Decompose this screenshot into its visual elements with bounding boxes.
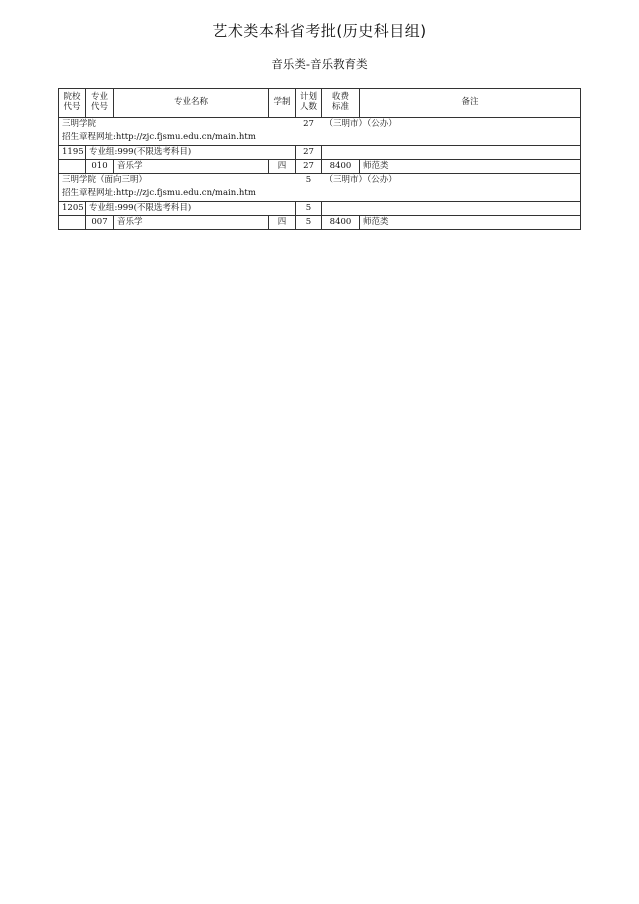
group-name: 专业组:999(不限选考科目) <box>86 146 296 160</box>
header-notes: 备注 <box>360 89 581 118</box>
school-row <box>59 174 581 188</box>
group-plan: 27 <box>296 146 322 160</box>
major-note: 师范类 <box>360 216 581 230</box>
school-location: （三明市）（公办） <box>322 174 581 188</box>
school-plan: 27 <box>296 118 322 132</box>
admission-url: 招生章程网址:http://zjc.fjsmu.edu.cn/main.htm <box>59 132 581 146</box>
group-row <box>59 202 581 216</box>
major-name: 音乐学 <box>114 216 269 230</box>
header-duration: 学制 <box>269 89 296 118</box>
school-plan: 5 <box>296 174 322 188</box>
page-subtitle: 音乐类-音乐教育类 <box>271 57 368 71</box>
page-title: 艺术类本科省考批(历史科目组) <box>212 22 427 40</box>
header-plan: 计划 人数 <box>296 89 322 118</box>
group-code: 1195 <box>59 146 86 160</box>
major-name: 音乐学 <box>114 160 269 174</box>
major-code: 007 <box>86 216 114 230</box>
major-row <box>59 216 581 230</box>
major-duration: 四 <box>269 216 296 230</box>
admission-url: 招生章程网址:http://zjc.fjsmu.edu.cn/main.htm <box>59 188 581 202</box>
group-empty <box>322 146 581 160</box>
group-row <box>59 146 581 160</box>
school-row <box>59 118 581 132</box>
header-major-name: 专业名称 <box>114 89 269 118</box>
major-school-code-empty <box>59 160 86 174</box>
group-empty <box>322 202 581 216</box>
major-code: 010 <box>86 160 114 174</box>
major-duration: 四 <box>269 160 296 174</box>
header-fee: 收费 标准 <box>322 89 360 118</box>
major-fee: 8400 <box>322 160 360 174</box>
enrollment-plan-table <box>58 88 581 230</box>
group-name: 专业组:999(不限选考科目) <box>86 202 296 216</box>
school-url-row <box>59 132 581 146</box>
group-code: 1205 <box>59 202 86 216</box>
major-plan: 27 <box>296 160 322 174</box>
major-row <box>59 160 581 174</box>
school-name: 三明学院 <box>59 118 296 132</box>
major-note: 师范类 <box>360 160 581 174</box>
header-school-code: 院校 代号 <box>59 89 86 118</box>
header-major-code: 专业 代号 <box>86 89 114 118</box>
school-url-row <box>59 188 581 202</box>
school-name: 三明学院（面向三明） <box>59 174 296 188</box>
major-school-code-empty <box>59 216 86 230</box>
school-location: （三明市）（公办） <box>322 118 581 132</box>
major-fee: 8400 <box>322 216 360 230</box>
major-plan: 5 <box>296 216 322 230</box>
table-header-row <box>59 89 581 118</box>
group-plan: 5 <box>296 202 322 216</box>
